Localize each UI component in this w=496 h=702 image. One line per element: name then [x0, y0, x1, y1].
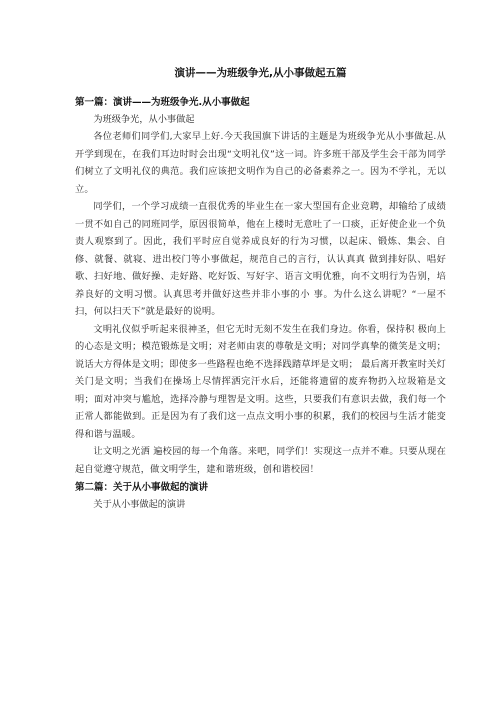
paragraph-3: 文明礼仪似乎听起来很神圣，但它无时无刻不发生在我们身边。你看，保持积 极向上的心态是文明；模范锻炼是文明；对老师由衷的尊敬是文明；对同学真挚的微笑是文明；说话大方得体是文明；即使多一些路程也绝不选择践踏草坪是文明； 最后离开教室时关灯关门是文明；当我们在操场上尽情挥洒完汗水后，还能将遗留的废弃物扔入垃圾箱是文明；面对冲突与尴尬，选择冷静与理智是文明。这些，只要我们有意识去做，我们每一个正常人都能做到。正是因为有了我们这一点点文明小事的积累，我们的校园与生活才能变得和谐与温暖。 [75, 323, 446, 440]
paragraph-4: 让文明之光洒 遍校园的每一个角落。来吧，同学们！实现这一点并不难。只要从现在起自觉遵守规范，做文明学生，建和谐班级，创和谐校园！ [75, 446, 446, 475]
paragraph-1: 各位老师们同学们,大家早上好.今天我国旗下讲话的主题是为班级争光从小事做起.从开学到现在，在我们耳边时时会出现“文明礼仪”这一词。许多班干部及学生会干部为同学们树立了文明礼仪的典范。我们应该把文明作为自己的必备素养之一。因为不学礼，无以立。 [75, 131, 446, 195]
section-subtitle-2: 关于从小事做起的演讲 [93, 499, 186, 510]
section-heading-2: 第二篇：关于从小事做起的演讲 [75, 482, 209, 493]
paragraph-2: 同学们，一个学习成绩一直很优秀的毕业生在一家大型国有企业竞聘，却输给了成绩一贯不如自己的同班同学，原因很简单，他在上楼时无意吐了一口痰，正好使企业一个负责人观察到了。因此，我们平时应自觉养成良好的行为习惯，以起床、锻炼、集会、自修、就餐、就寝、进出校门等小事做起，规范自己的言行，认认真真 做到排好队、唱好歌、扫好地、做好操、走好路、吃好饭、写好字、语言文明优雅，向不文明行为告别，培养良好的文明习惯。认真思考并做好这些并非小事的小 事。为什么这么讲呢？“一屋不扫，何以扫天下”就是最好的说明。 [75, 201, 446, 317]
document-title: 演讲——为班级争光,从小事做起五篇 [174, 67, 347, 79]
section-subtitle-1: 为班级争光，从小事做起 [93, 114, 195, 125]
section-heading-1: 第一篇：演讲——为班级争光.从小事做起 [75, 97, 250, 108]
